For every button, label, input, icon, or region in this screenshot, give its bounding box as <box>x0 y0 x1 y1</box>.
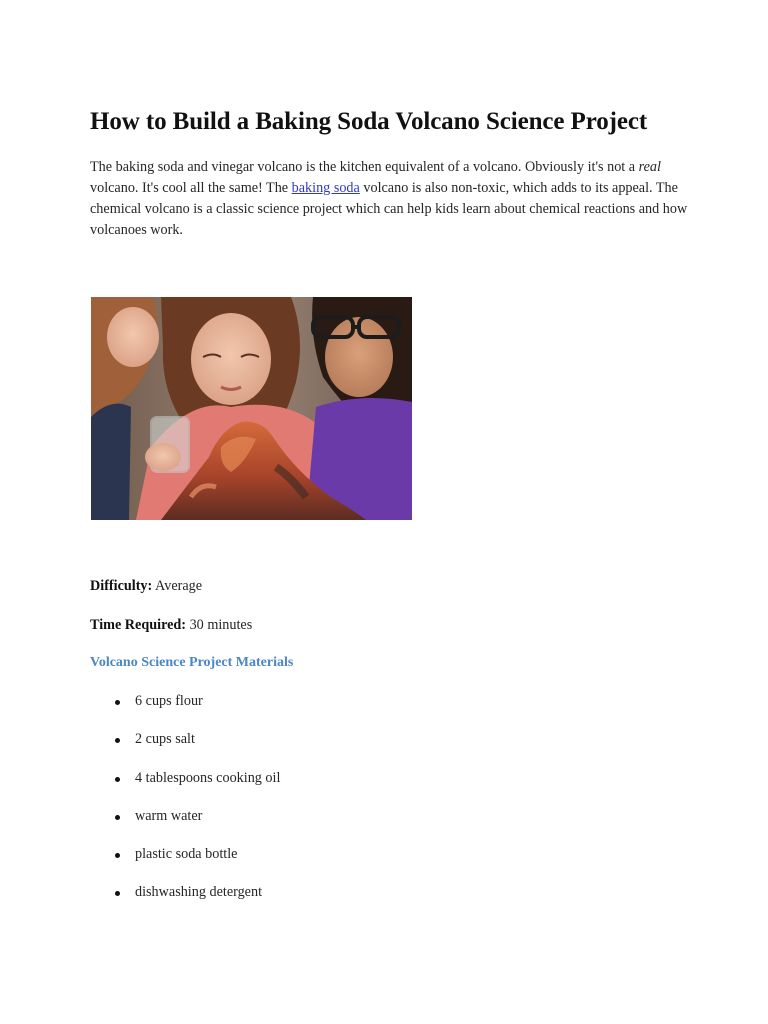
materials-heading: Volcano Science Project Materials <box>90 655 294 670</box>
material-text: 4 tablespoons cooking oil <box>135 769 281 786</box>
bullet-icon <box>115 777 120 782</box>
material-text: 6 cups flour <box>135 693 203 709</box>
time-required-value: 30 minutes <box>189 617 253 633</box>
bullet-icon <box>115 815 120 820</box>
bullet-icon <box>115 853 120 858</box>
materials-list <box>90 693 280 923</box>
list-item <box>90 808 280 846</box>
intro-emphasis: real <box>638 159 661 175</box>
bullet-icon <box>115 700 120 705</box>
material-text: dishwashing detergent <box>135 884 263 901</box>
volcano-photo <box>91 297 412 520</box>
bullet-icon <box>115 891 120 896</box>
material-text: warm water <box>135 807 203 824</box>
bullet-icon <box>115 738 120 743</box>
intro-text-3: volcano is also non-toxic, which adds to its appeal. The chemical volcano is a classic science project which can help kids learn about chemical reactions and how volcanoes work. <box>90 180 688 238</box>
intro-text-1: The baking soda and vinegar volcano is the kitchen equivalent of a volcano. Obviously it's not a <box>90 159 639 175</box>
intro-paragraph <box>90 157 690 241</box>
article-title: How to Build a Baking Soda Volcano Science Project <box>90 108 648 135</box>
time-required-label: Time Required: <box>90 617 187 633</box>
list-item <box>90 846 280 884</box>
time-required-line <box>90 617 252 634</box>
kids-with-volcano-image <box>91 297 412 520</box>
list-item <box>90 731 280 769</box>
material-text: plastic soda bottle <box>135 846 238 863</box>
difficulty-label: Difficulty: <box>90 578 153 594</box>
list-item <box>90 693 280 731</box>
baking-soda-link[interactable]: baking soda <box>291 180 360 196</box>
difficulty-value: Average <box>155 578 203 594</box>
intro-text-2: volcano. It's cool all the same! The <box>90 180 292 196</box>
list-item <box>90 770 280 808</box>
list-item <box>90 884 280 922</box>
material-text: 2 cups salt <box>135 731 195 748</box>
difficulty-line <box>90 578 202 595</box>
